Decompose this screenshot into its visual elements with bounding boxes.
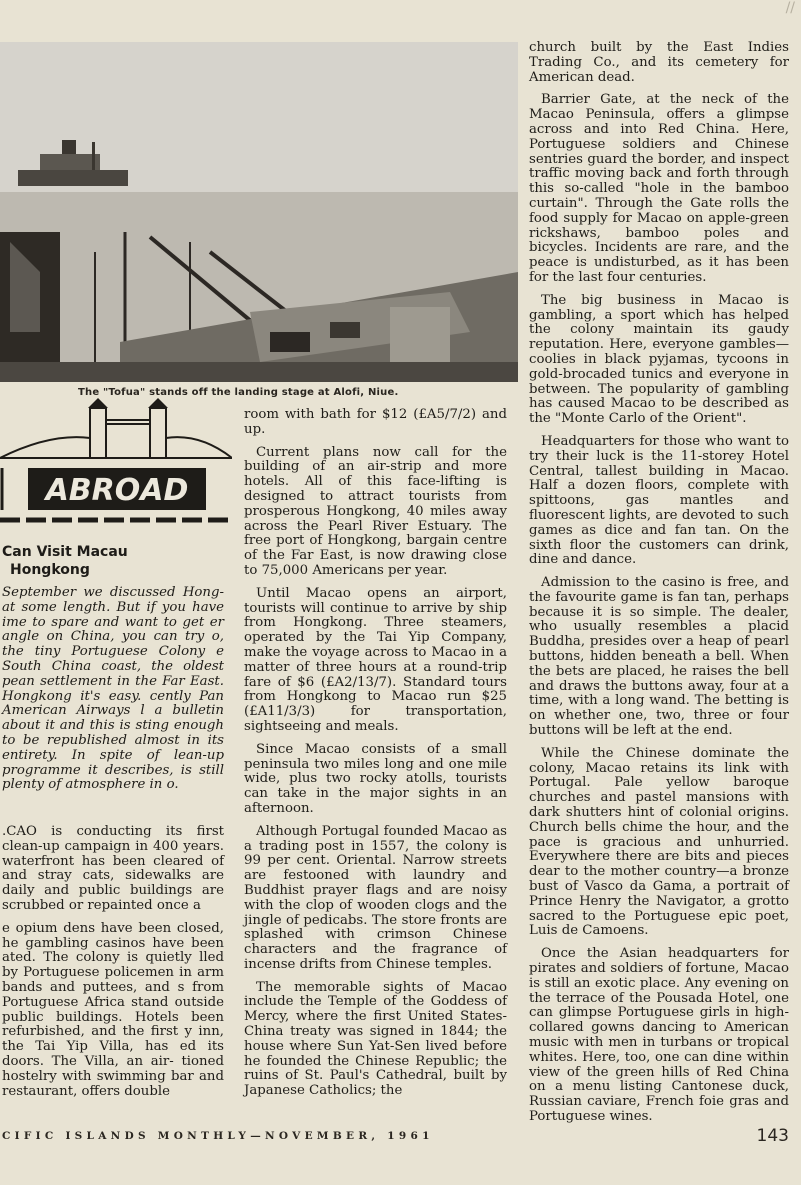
running-head: CIFIC ISLANDS MONTHLY—NOVEMBER, 1961 (2, 1130, 434, 1142)
paragraph: The big business in Macao is gambling, a sport which has helped the colony maintain its gaudy reputation. Here, everyone gambles— coolies in black pyjamas, tycoons in gold-brocaded tunics and everyone in between. The popularity of gambling has caused Macao to be described as the "Monte Carlo of the Orient". (529, 292, 789, 427)
paragraph: The memorable sights of Macao include the Temple of the Goddess of Mercy, where the first United States-China treaty was signed in 1844; the house where Sun Yat-Sen lived before he founded the Chinese Republic; the ruins of St. Paul's Cathedral, built by Japanese Catholics; the (244, 979, 507, 1099)
abroad-label: ABROAD (45, 473, 189, 508)
paragraph: Although Portugal founded Macao as a trading post in 1557, the colony is 99 per cent. Oriental. Narrow streets are festooned with laundry and Buddhist prayer flags and are noisy with the clop of wooden clogs and the jingle of pedicabs. The store fronts are splashed with crimson Chinese characters and the fragrance of incense drifts from Chinese temples. (244, 823, 507, 972)
paragraph: Once the Asian headquarters for pirates and soldiers of fortune, Macao is still an exotic place. Any evening on the terrace of the Pousada Hotel, one can glimpse Portuguese girls in high-collared gowns dancing to American music with men in turbans or tropical whites. Here, too, one can dine within view of the green hills of Red China on a menu listing Cantonese duck, Russian caviare, French foie gras and Portuguese wines. (529, 946, 789, 1124)
photo-illustration (0, 42, 518, 382)
column-left (2, 825, 224, 1107)
paragraph: While the Chinese dominate the colony, Macao retains its link with Portugal. Pale yellow baroque churches and pastel mansions with dark shutters hint of colonial origins. Church bells chime the hour, and the pace is gracious and unhurried. Everywhere there are bits and pieces dear to the mother country—a bronze bust of Vasco da Gama, a portrait of Prince Henry the Navigator, a grotto sacred to the Portuguese epic poet, Luis de Camoens. (529, 745, 789, 939)
paragraph: Current plans now call for the building of an air-strip and more hotels. All of this face-lifting is designed to attract tourists from prosperous Hongkong, 40 miles away across the Pearl River Estuary. The free port of Hongkong, bargain centre of the Far East, is now drawing close to 75,000 Americans per year. (244, 444, 507, 578)
paragraph: Barrier Gate, at the neck of the Macao Peninsula, offers a glimpse across and into Red China. Here, Portuguese soldiers and Chinese sentries guard the border, and inspect traffic moving back and forth through this so-called "hole in the bamboo curtain". Through the Gate rolls the food supply for Macao on apple-green rickshaws, bamboo poles and bicycles. Incidents are rare, and the peace is undisturbed, as it has been for the last four centuries. (529, 92, 789, 285)
article-headline (2, 543, 234, 579)
paragraph: church built by the East Indies Trading Co., and its cemetery for American dead. (529, 40, 789, 85)
harbour-photo (0, 42, 518, 382)
paragraph: e opium dens have been closed, he gambling casinos have been ated. The colony is quietly lled by Portuguese policemen in arm bands and puttees, and s from Portuguese Africa stand outside public buildings. Hotels been refurbished, and the first y inn, the Tai Yip Villa, has ed its doors. The Villa, an air- tioned hostelry with swimming bar and restaurant, offers double (2, 920, 224, 1099)
paragraph: Admission to the casino is free, and the favourite game is fan tan, perhaps because it is so simple. The dealer, who usually resembles a placid Buddha, presides over a heap of pearl buttons, hidden beneath a bell. When the bets are placed, he raises the bell and draws the buttons away, four at a time, with a long wand. The betting is on whether one, two, three or four buttons will be left at the end. (529, 575, 789, 739)
column-middle (244, 408, 507, 1107)
paragraph: Until Macao opens an airport, tourists will continue to arrive by ship from Hongkong. Three steamers, operated by the Tai Yip Company, make the voyage across to Macao in a matter of three hours at a round-trip fare of $6 (£A2/13/7). Standard tours from Hongkong to Macao run $25 (£A11/3/3) for transportation, sightseeing and meals. (244, 585, 507, 734)
intro-paragraph: September we discussed Hong- at some length. But if you have ime to spare and want to get er angle on China, you can try o, the tiny Portuguese Colony e South China coast, the oldest pean settlement in the Far East. Hongkong it's easy. cently Pan American Airways l a bulletin about it and this is sting enough to be republished almost in its entirety. In spite of lean-up programme it describes, is still plenty of atmosphere in o. (2, 585, 224, 793)
abroad-section-banner (0, 398, 232, 526)
corner-mark: // (785, 0, 795, 16)
article-intro (2, 586, 224, 801)
column-right (529, 41, 789, 1133)
paragraph: room with bath for $12 (£A5/7/2) and up. (244, 407, 507, 437)
photo-caption: The "Tofua" stands off the landing stage at Alofi, Niue. (78, 387, 399, 398)
headline-line-1: Can Visit Macau (2, 544, 128, 560)
page-number: 143 (756, 1126, 789, 1146)
paragraph: Headquarters for those who want to try their luck is the 11-storey Hotel Central, tallest building in Macao. Half a dozen floors, complete with spittoons, gas mantles and fluorescent lights, are devoted to such games as dice and fan tan. On the sixth floor the customers can drink, dine and dance. (529, 433, 789, 568)
page-footer (0, 1126, 801, 1156)
tower-bridge-logo (0, 398, 232, 526)
paragraph: .CAO is conducting its first clean-up campaign in 400 years. waterfront has been cleared of and stray cats, sidewalks are daily and public buildings are scrubbed or repainted once a (2, 824, 224, 913)
headline-line-2: Hongkong (10, 562, 90, 578)
paragraph: Since Macao consists of a small peninsula two miles long and one mile wide, plus two rocky atolls, tourists can take in the major sights in an afternoon. (244, 741, 507, 816)
